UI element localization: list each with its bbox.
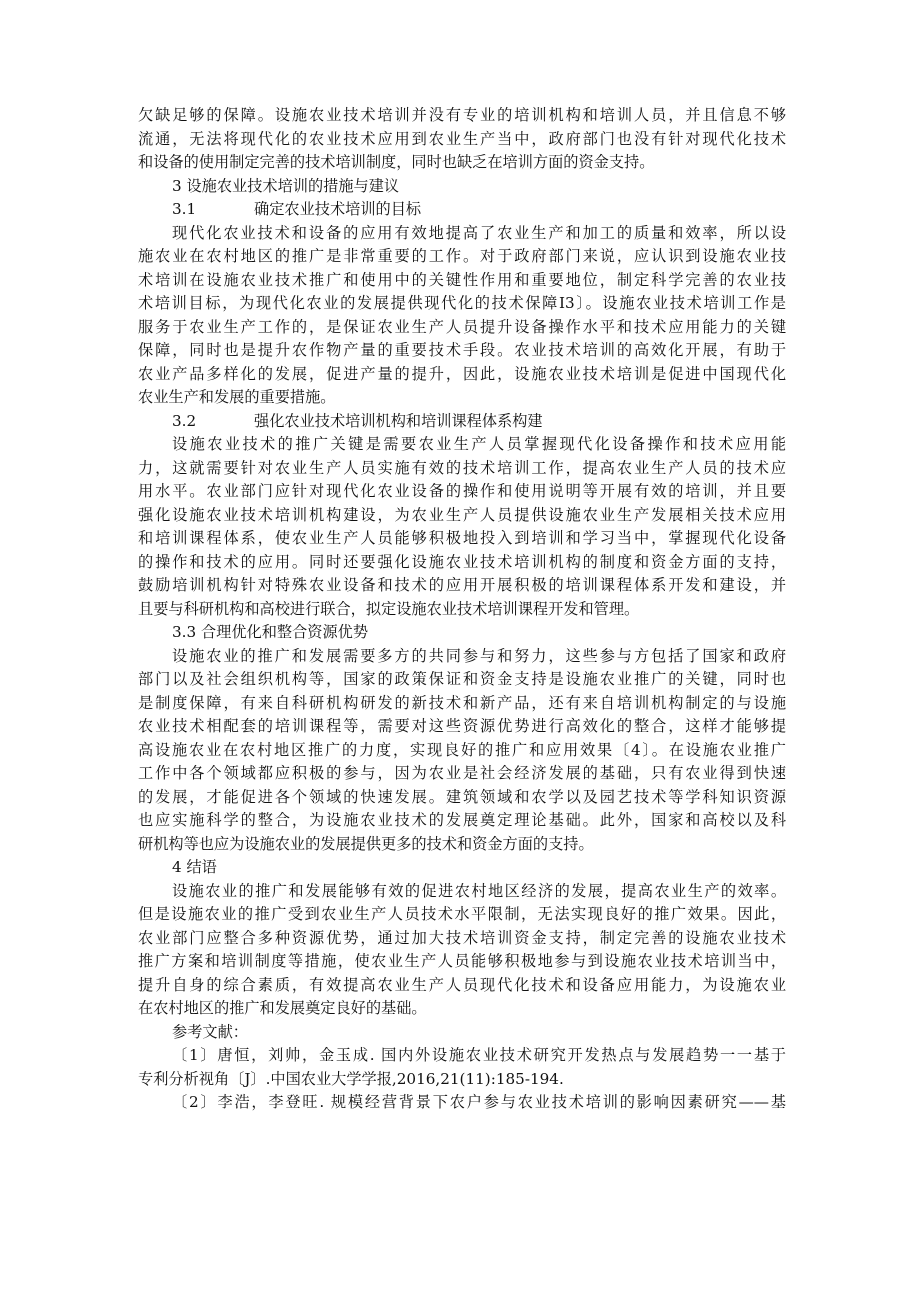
paragraph-line: 力，这就需要针对农业生产人员实施有效的技术培训工作，提高农业生产人员的技术应 (138, 458, 786, 477)
document-page (0, 104, 920, 1115)
paragraph-line: 流通，无法将现代化的农业技术应用到农业生产当中，政府部门也没有针对现代化技术 (138, 129, 786, 148)
paragraph-line: 农业技术相配套的培训课程等，需要对这些资源优势进行高效化的整合，这样才能够提 (138, 717, 786, 735)
paragraph-line: 和培训课程体系，使农业生产人员能够积极地投入到培训和学习当中，掌握现代化设备 (138, 529, 786, 547)
section-title: 强化农业技术培训机构和培训课程体系构建 (254, 411, 543, 430)
paragraph-line: 术培训在设施农业技术推广和使用中的关键性作用和重要地位，制定科学完善的农业技 (138, 270, 786, 289)
paragraph-line: 在农村地区的推广和发展奠定良好的基础。 (138, 999, 427, 1017)
section-number: 3.1 (172, 200, 197, 218)
paragraph-line: 强化设施农业技术培训机构建设，为农业生产人员提供设施农业生产发展相关技术应用 (138, 505, 786, 524)
paragraph-line: 施农业在农村地区的推广是非常重要的工作。对于政府部门来说，应认识到设施农业技 (138, 247, 786, 265)
section-4-heading: 4 结语 (172, 858, 217, 876)
section-3-2-heading (172, 410, 920, 434)
paragraph-line: 设施农业技术的推广关键是需要农业生产人员掌握现代化设备操作和技术应用能 (172, 435, 786, 453)
section-3-heading: 3 设施农业技术培训的措施与建议 (172, 176, 400, 195)
paragraph-line: 工作中各个领域都应积极的参与，因为农业是社会经济发展的基础，只有农业得到快速 (138, 764, 786, 782)
paragraph-line: 农业产品多样化的发展，促进产量的提升，因此，设施农业技术培训是促进中国现代化 (138, 364, 786, 383)
paragraph-line: 保障，同时也是提升农作物产量的重要技术手段。农业技术培训的高效化开展，有助于 (138, 341, 786, 359)
reference-line: 〔2〕李浩，李登旺. 规模经营背景下农户参与农业技术培训的影响因素研究——基 (172, 1093, 786, 1111)
paragraph-line: 农业部门应整合多种资源优势，通过加大技术培训资金支持，制定完善的设施农业技术 (138, 928, 786, 947)
section-3-1-body (0, 222, 920, 410)
paragraph-line: 农业生产和发展的重要措施。 (138, 388, 336, 406)
paragraph-line: 术培训目标，为现代化农业的发展提供现代化的技术保障I3〕。设施农业技术培训工作是 (138, 294, 786, 312)
reference-2 (0, 1091, 920, 1115)
paragraph-line: 服务于农业生产工作的，是保证农业生产人员提升设备操作水平和技术应用能力的关键 (138, 317, 786, 336)
paragraph-line: 鼓励培训机构针对特殊农业设备和技术的应用开展积极的培训课程体系开发和建设，并 (138, 576, 786, 594)
paragraph-line: 是制度保障，有来自科研机构研发的新技术和新产品，还有来自培训机构制定的与设施 (138, 693, 786, 712)
reference-line: 〔1〕唐恒，刘帅，金玉成. 国内外设施农业技术研究开发热点与发展趋势一一基于 (172, 1046, 786, 1064)
paragraph-line: 但是设施农业的推广受到农业生产人员技术水平限制，无法实现良好的推广效果。因此， (138, 905, 786, 923)
paragraph-line: 设施农业的推广和发展能够有效的促进农村地区经济的发展，提高农业生产的效率。 (172, 881, 786, 900)
intro-paragraph (0, 104, 920, 175)
paragraph-line: 欠缺足够的保障。设施农业技术培训并没有专业的培训机构和培训人员，并且信息不够 (138, 106, 786, 124)
paragraph-line: 的发展，才能促进各个领域的快速发展。建筑领域和农学以及园艺技术等学科知识资源 (138, 787, 786, 806)
paragraph-line: 高设施农业在农村地区推广的力度，实现良好的推广和应用效果〔4〕。在设施农业推广 (138, 740, 786, 759)
references-heading: 参考文献： (172, 1022, 248, 1041)
reference-1 (0, 1044, 920, 1091)
section-number: 3.2 (172, 411, 197, 430)
section-3-1-heading (172, 198, 920, 222)
paragraph-line: 和设备的使用制定完善的技术培训制度，同时也缺乏在培训方面的资金支持。 (138, 153, 655, 171)
paragraph-line: 且要与科研机构和高校进行联合，拟定设施农业技术培训课程开发和管理。 (138, 599, 640, 618)
paragraph-line: 研机构等也应为设施农业的发展提供更多的技术和资金方面的支持。 (138, 834, 594, 853)
section-3-2-body (0, 433, 920, 621)
section-4-body (0, 880, 920, 1021)
paragraph-line: 部门以及社会组织机构等，国家的政策保证和资金支持是设施农业推广的关键，同时也 (138, 670, 786, 688)
section-3-3-heading: 3.3 合理优化和整合资源优势 (172, 623, 369, 641)
paragraph-line: 的操作和技术的应用。同时还要强化设施农业技术培训机构的制度和资金方面的支持， (138, 552, 786, 571)
paragraph-line: 提升自身的综合素质，有效提高农业生产人员现代化技术和设备应用能力，为设施农业 (138, 975, 786, 994)
paragraph-line: 设施农业的推广和发展需要多方的共同参与和努力，这些参与方包括了国家和政府 (172, 646, 786, 665)
section-3-3-body (0, 645, 920, 857)
reference-line: 专利分析视角〔J〕.中国农业大学学报,2016,21(11):185-194. (138, 1069, 564, 1088)
paragraph-line: 现代化农业技术和设备的应用有效地提高了农业生产和加工的质量和效率，所以设 (172, 223, 786, 242)
paragraph-line: 推广方案和培训制度等措施，使农业生产人员能够积极地参与到设施农业技术培训当中， (138, 952, 786, 970)
paragraph-line: 也应实施科学的整合，为设施农业技术的发展奠定理论基础。此外，国家和高校以及科 (138, 811, 786, 829)
paragraph-line: 用水平。农业部门应针对现代化农业设备的操作和使用说明等开展有效的培训，并且要 (138, 482, 786, 500)
section-title: 确定农业技术培训的目标 (254, 200, 422, 218)
